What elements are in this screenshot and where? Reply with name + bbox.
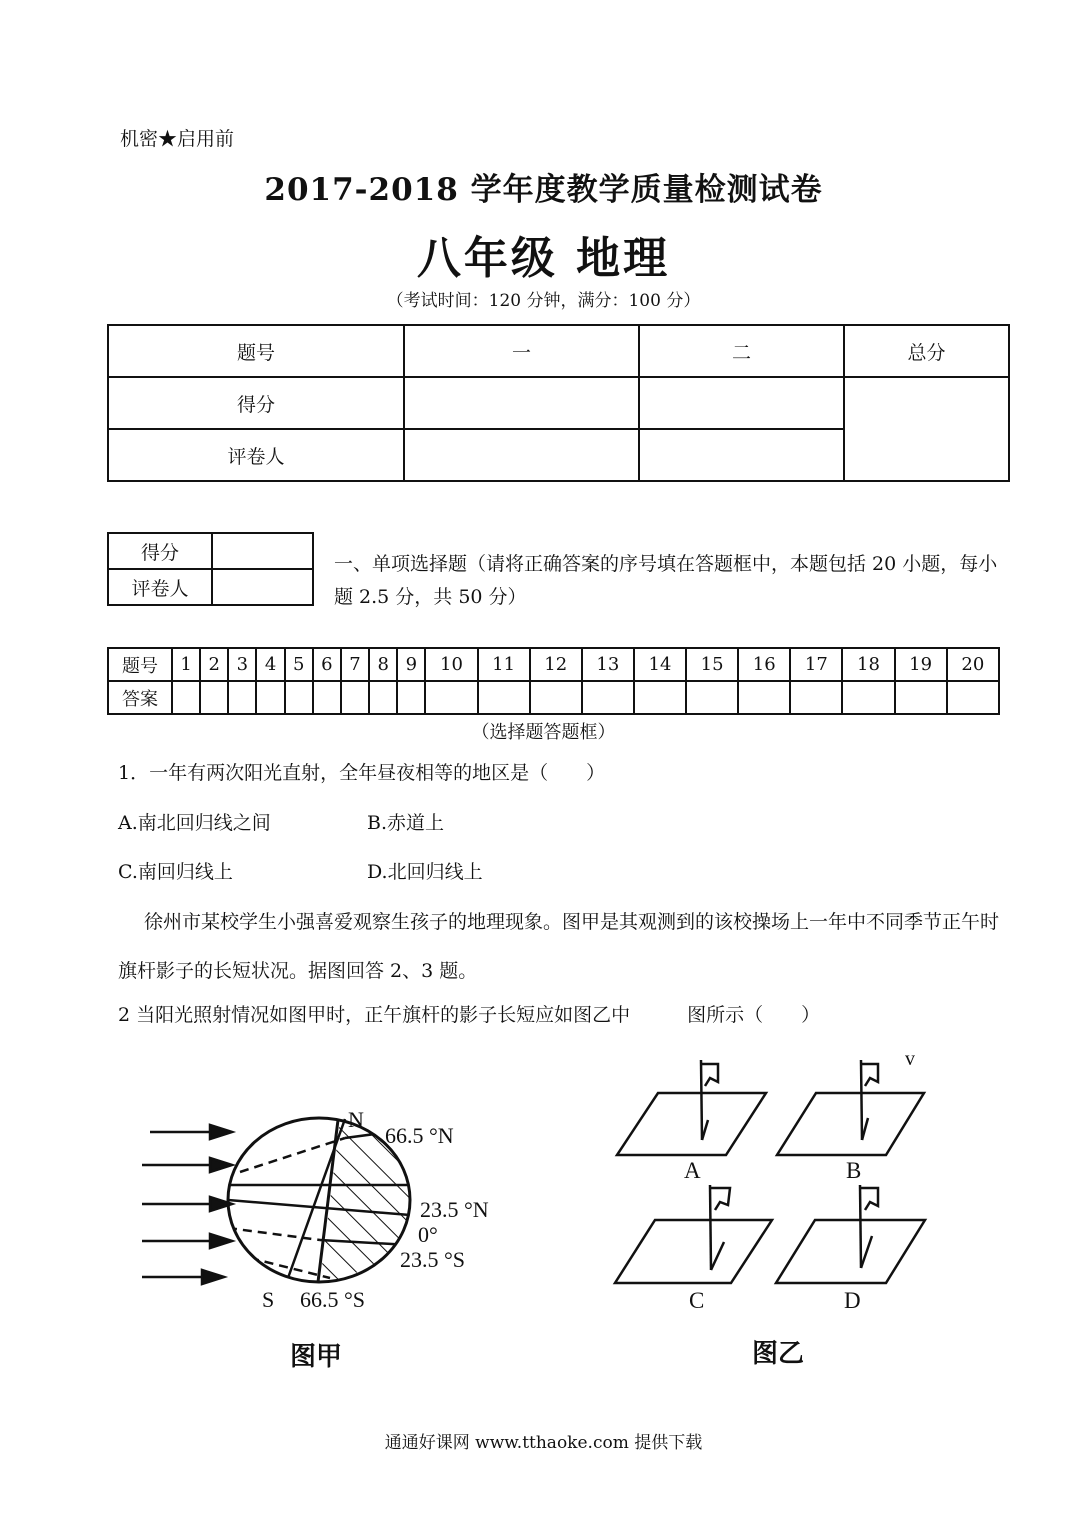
answer-number-20: 20 — [947, 648, 999, 681]
answer-number-9: 9 — [397, 648, 425, 681]
question-1-stem: 1．一年有两次阳光直射，全年昼夜相等的地区是（ ） — [118, 762, 606, 784]
score-row-label-score: 得分 — [108, 377, 404, 429]
flagpole-panel-b — [777, 1060, 924, 1155]
subject-title: 八年级 地理 — [416, 233, 671, 284]
answer-number-8: 8 — [369, 648, 397, 681]
label-north-pole: N — [348, 1107, 364, 1132]
answer-number-3: 3 — [228, 648, 256, 681]
answer-number-1: 1 — [172, 648, 200, 681]
exam-title: 2017-2018 学年度教学质量检测试卷 — [264, 172, 823, 208]
answer-number-2: 2 — [200, 648, 228, 681]
question-2-stem: 2 当阳光照射情况如图甲时，正午旗杆的影子长短应如图乙中 图所示（ ） — [118, 1004, 821, 1026]
answer-number-5: 5 — [285, 648, 313, 681]
section-score-label: 得分 — [108, 533, 212, 569]
score-header-part2: 二 — [639, 325, 844, 377]
panel-label-c: C — [689, 1288, 705, 1313]
panel-label-b: B — [846, 1158, 862, 1183]
panel-label-a: A — [684, 1158, 701, 1183]
panel-b-mark: v — [905, 1048, 915, 1070]
question-1-option-c: C.南回归线上 — [118, 861, 233, 883]
score-header-part1: 一 — [404, 325, 639, 377]
answer-number-19: 19 — [895, 648, 947, 681]
answer-number-14: 14 — [634, 648, 686, 681]
score-row-label-grader: 评卷人 — [108, 429, 404, 481]
answer-row-label-qno: 题号 — [108, 648, 172, 681]
answer-number-15: 15 — [686, 648, 738, 681]
answer-number-18: 18 — [842, 648, 894, 681]
answer-row-label-answer: 答案 — [108, 681, 172, 714]
answer-number-17: 17 — [790, 648, 842, 681]
answer-number-4: 4 — [256, 648, 284, 681]
question-1-option-b: B.赤道上 — [367, 812, 445, 834]
answer-number-6: 6 — [313, 648, 341, 681]
answer-number-12: 12 — [530, 648, 582, 681]
flagpole-panel-d — [776, 1185, 925, 1283]
score-header-total: 总分 — [844, 325, 1009, 377]
label-lat-0: 0° — [418, 1222, 438, 1247]
confidential-label: 机密★启用前 — [120, 128, 235, 150]
reading-passage: 徐州市某校学生小强喜爱观察生孩子的地理现象。图甲是其观测到的该校操场上一年中不同季节正午时旗杆影子的长短状况。据图回答 2、3 题。 — [118, 911, 1000, 982]
figure-jia-caption: 图甲 — [290, 1342, 343, 1372]
answer-number-10: 10 — [425, 648, 477, 681]
label-lat-23s: 23.5 °S — [400, 1247, 466, 1272]
answer-number-13: 13 — [582, 648, 634, 681]
answer-number-16: 16 — [738, 648, 790, 681]
question-1-option-a: A.南北回归线之间 — [118, 812, 271, 834]
flagpole-panel-a — [617, 1060, 766, 1155]
label-lat-66s: 66.5 °S — [300, 1287, 366, 1312]
exam-info: （考试时间：120 分钟，满分：100 分） — [386, 291, 701, 311]
footer-source: 通通好课网 www.tthaoke.com 提供下载 — [384, 1433, 703, 1453]
label-lat-23n: 23.5 °N — [420, 1197, 489, 1222]
globe-diagram — [228, 1118, 410, 1282]
answer-number-7: 7 — [341, 648, 369, 681]
answer-box-caption: （选择题答题框） — [471, 722, 616, 743]
figure-yi-caption: 图乙 — [752, 1339, 805, 1369]
label-lat-66n: 66.5 °N — [385, 1123, 454, 1148]
question-1-option-d: D.北回归线上 — [367, 861, 483, 883]
label-south-pole: S — [262, 1287, 275, 1312]
panel-label-d: D — [844, 1288, 861, 1313]
section-grader-label: 评卷人 — [108, 569, 212, 605]
section-heading: 一、单项选择题（请将正确答案的序号填在答题框中，本题包括 20 小题，每小题 2.5 分，共 50 分） — [334, 553, 998, 608]
flagpole-panel-c — [615, 1185, 772, 1283]
answer-number-11: 11 — [478, 648, 530, 681]
score-header-qno: 题号 — [108, 325, 404, 377]
sun-ray-arrows — [142, 1125, 232, 1284]
